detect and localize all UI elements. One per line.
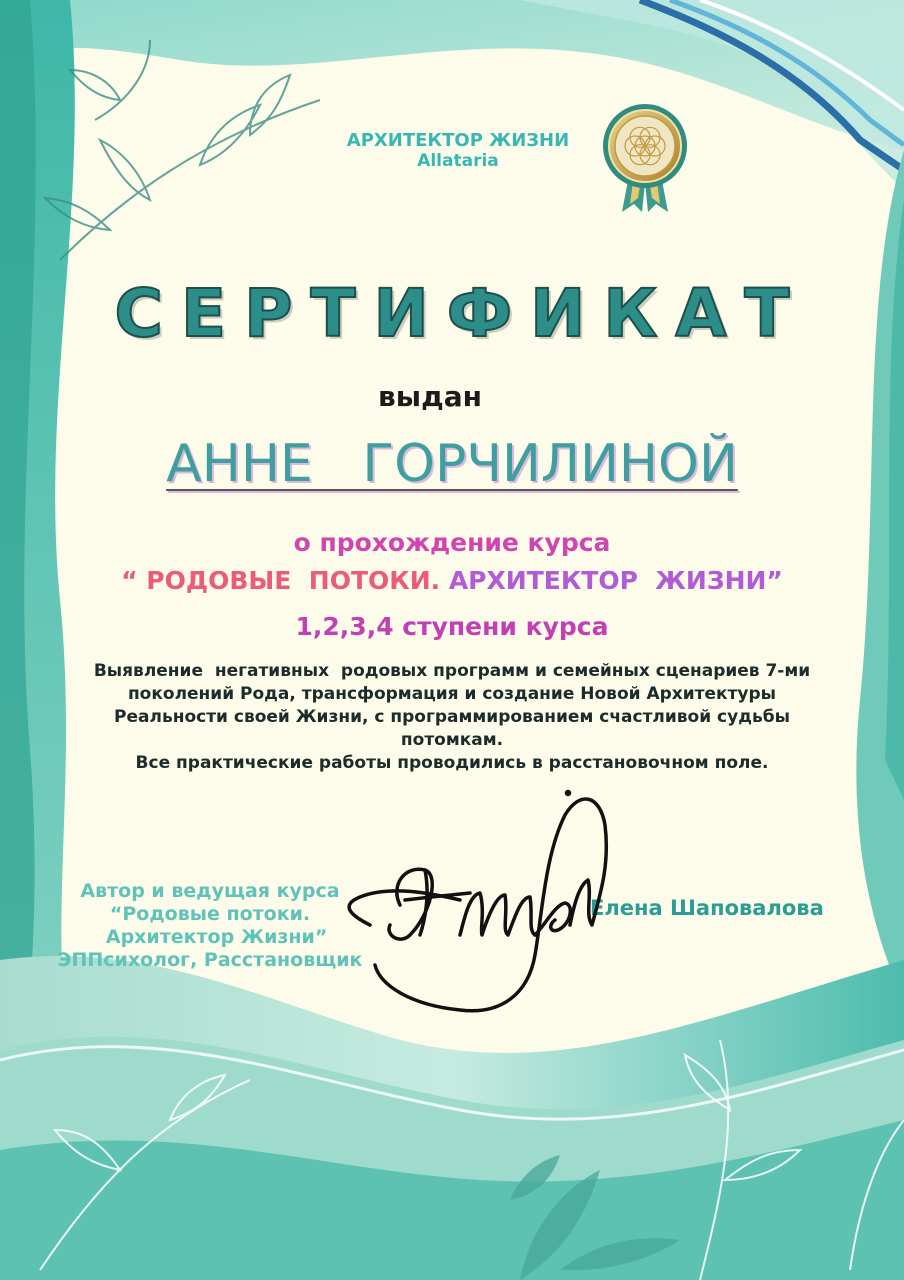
course-steps: 1,2,3,4 ступени курса [295,612,609,641]
description-line: поколений Рода, трансформация и создание Новой Архитектуры [127,684,777,704]
brand-logo [320,131,596,171]
course-intro: о прохождение курса [293,528,611,557]
author-line: “Родовые потоки. [109,903,311,925]
brand-title: АРХИТЕКТОР ЖИЗНИ [346,130,570,151]
course-name-part1: “ РОДОВЫЕ ПОТОКИ. [121,566,449,595]
course-name-part2: АРХИТЕКТОР ЖИЗНИ” [448,566,783,595]
issued-label: выдан [378,380,482,413]
description-line: Реальности своей Жизни, с программированием счастливой судьбы [114,707,790,727]
author-line: Автор и ведущая курса [80,880,340,902]
certificate-title: СЕРТИФИКАТ [114,275,808,352]
signature-image [330,785,630,1035]
course-description [40,660,864,775]
author-line: ЭППсихолог, Расстановщик [57,949,363,971]
signer-name: Елена Шаповалова [590,896,824,920]
brand-subtitle: Allataria [417,151,499,171]
description-line: Выявление негативных родовых программ и семейных сценариев 7-ми [93,661,811,681]
description-line: потомкам. [400,730,504,750]
course-name [0,566,904,595]
recipient-name: АННЕ ГОРЧИЛИНОЙ [166,434,738,494]
seal-icon [600,100,690,216]
author-line: Архитектор Жизни” [92,926,328,948]
description-line: Все практические работы проводились в расстановочном поле. [135,753,769,773]
